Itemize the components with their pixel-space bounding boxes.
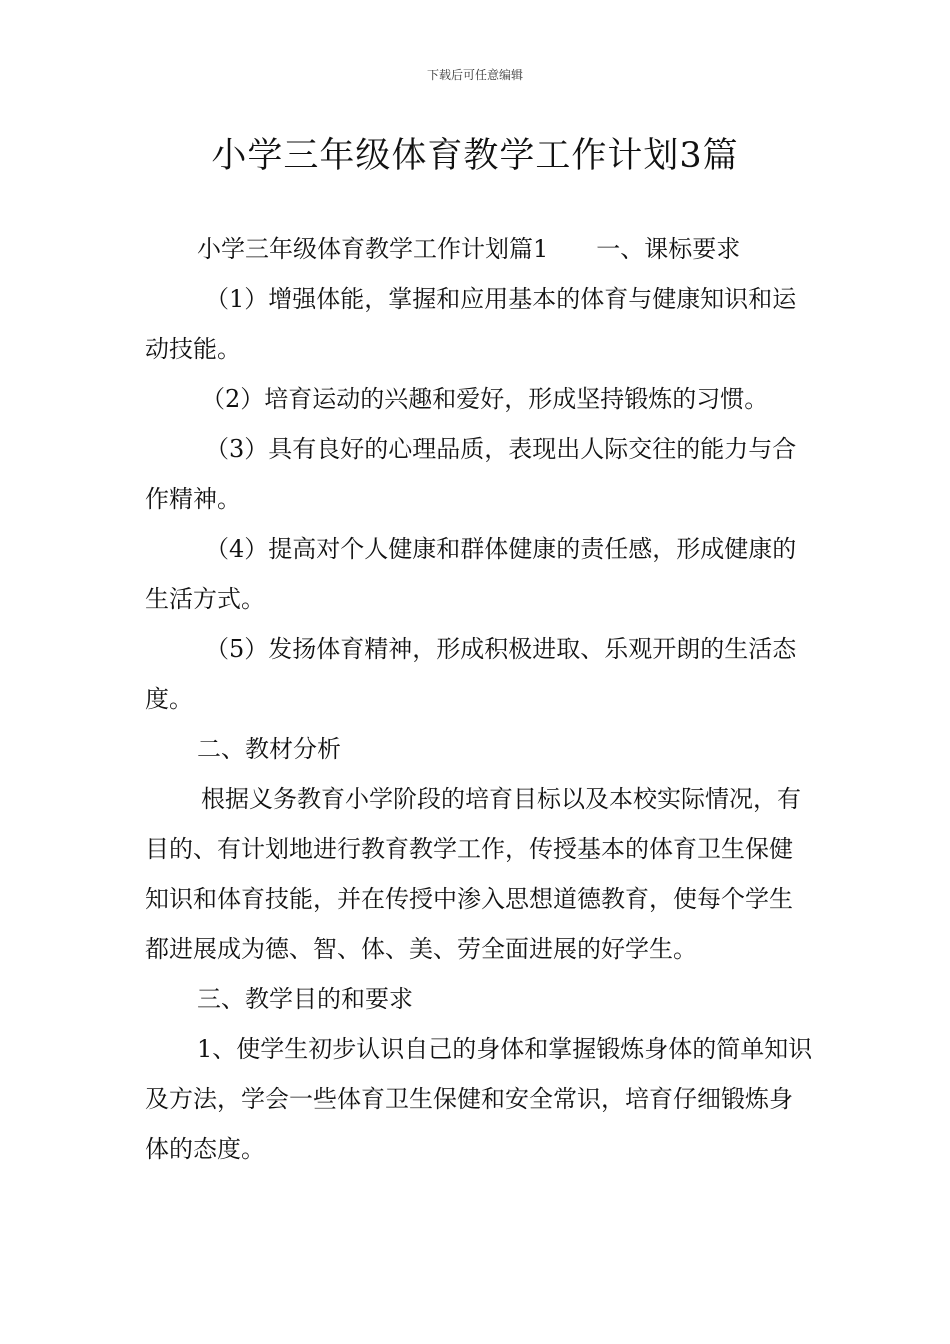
paragraph-goal-4: （4）提高对个人健康和群体健康的责任感，形成健康的生活方式。 <box>145 535 797 613</box>
paragraph-goal-3: （3）具有良好的心理品质，表现出人际交往的能力与合作精神。 <box>145 435 797 513</box>
section-heading-plan-1: 小学三年级体育教学工作计划篇1 <box>197 235 549 263</box>
section-heading-objectives: 三、教学目的和要求 <box>197 985 413 1013</box>
section-heading-materials: 二、教材分析 <box>197 735 341 763</box>
paragraph-materials: 根据义务教育小学阶段的培育目标以及本校实际情况，有目的、有计划地进行教育教学工作，传授基本的体育卫生保健知识和体育技能，并在传授中渗入思想道德教育，使每个学生都进展成为德、智、体、美、劳全面进展的好学生。 <box>145 785 801 963</box>
header-note: 下载后可任意编辑 <box>426 68 523 82</box>
document-title: 小学三年级体育教学工作计划3篇 <box>211 136 739 176</box>
first-line <box>145 224 815 274</box>
section-heading-curriculum: 一、课标要求 <box>596 235 741 263</box>
paragraph-goal-2: （2）培育运动的兴趣和爱好，形成坚持锻炼的习惯。 <box>201 385 769 413</box>
paragraph-goal-1: （1）增强体能，掌握和应用基本的体育与健康知识和运动技能。 <box>145 285 797 363</box>
paragraph-goal-5: （5）发扬体育精神，形成积极进取、乐观开朗的生活态度。 <box>145 635 797 713</box>
document-body <box>145 224 815 1174</box>
paragraph-objective-1: 1、使学生初步认识自己的身体和掌握锻炼身体的简单知识及方法，学会一些体育卫生保健和安全常识，培育仔细锻炼身体的态度。 <box>145 1035 813 1163</box>
